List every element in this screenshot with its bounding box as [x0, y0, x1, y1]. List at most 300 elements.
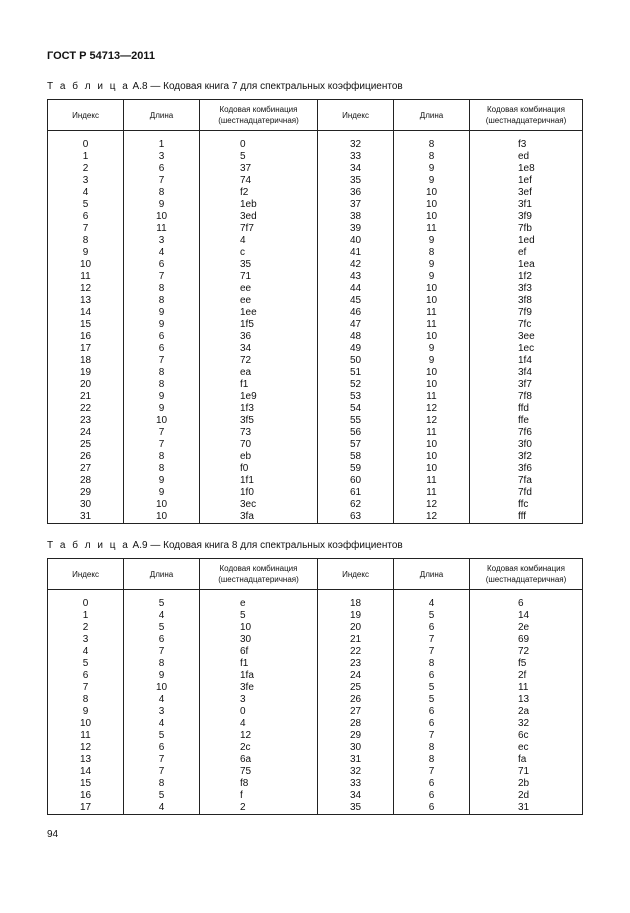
length-cell: 10 — [394, 367, 470, 379]
code-cell: 35 — [200, 259, 318, 271]
index-cell: 12 — [48, 742, 124, 754]
table-row — [48, 439, 583, 451]
table-row — [48, 223, 583, 235]
spacer-row — [48, 590, 583, 599]
code-cell: 2a — [470, 706, 583, 718]
code-cell: 3f0 — [470, 439, 583, 451]
table-row — [48, 163, 583, 175]
length-cell: 12 — [394, 403, 470, 415]
code-cell: ffd — [470, 403, 583, 415]
index-cell: 56 — [318, 427, 394, 439]
table-a9-body — [48, 590, 583, 815]
code-cell: 0 — [200, 706, 318, 718]
index-cell: 17 — [48, 343, 124, 355]
code-cell: 14 — [470, 610, 583, 622]
code-cell: 3ec — [200, 499, 318, 511]
length-cell: 9 — [394, 355, 470, 367]
table-row — [48, 778, 583, 790]
column-header: Длина — [124, 100, 200, 131]
index-cell: 35 — [318, 802, 394, 815]
index-cell: 0 — [48, 598, 124, 610]
code-cell: 1f5 — [200, 319, 318, 331]
index-cell: 53 — [318, 391, 394, 403]
length-cell: 9 — [124, 319, 200, 331]
code-cell: 1fa — [200, 670, 318, 682]
code-cell: 2f — [470, 670, 583, 682]
code-cell: fff — [470, 511, 583, 524]
table-row — [48, 139, 583, 151]
code-cell: 0 — [200, 139, 318, 151]
length-cell: 6 — [394, 670, 470, 682]
code-cell: 1e8 — [470, 163, 583, 175]
index-cell: 59 — [318, 463, 394, 475]
index-cell: 24 — [48, 427, 124, 439]
table-a9 — [47, 558, 583, 815]
length-cell: 4 — [124, 694, 200, 706]
table-row — [48, 463, 583, 475]
table-row — [48, 199, 583, 211]
length-cell: 9 — [124, 391, 200, 403]
length-cell: 6 — [394, 622, 470, 634]
code-cell: 71 — [200, 271, 318, 283]
code-cell: f1 — [200, 379, 318, 391]
code-cell: f5 — [470, 658, 583, 670]
column-header: Длина — [394, 100, 470, 131]
index-cell: 32 — [318, 139, 394, 151]
spacer-cell — [318, 131, 394, 140]
column-header: Длина — [124, 559, 200, 590]
length-cell: 11 — [394, 427, 470, 439]
index-cell: 37 — [318, 199, 394, 211]
index-cell: 46 — [318, 307, 394, 319]
index-cell: 43 — [318, 271, 394, 283]
index-cell: 14 — [48, 766, 124, 778]
caption-text: A.9 — Кодовая книга 8 для спектральных коэффициентов — [129, 540, 403, 551]
column-header: Кодовая комбинация (шестнадцатеричная) — [470, 559, 583, 590]
index-cell: 34 — [318, 163, 394, 175]
index-cell: 11 — [48, 271, 124, 283]
length-cell: 6 — [394, 790, 470, 802]
length-cell: 1 — [124, 139, 200, 151]
length-cell: 7 — [124, 175, 200, 187]
caption-text: A.8 — Кодовая книга 7 для спектральных коэффициентов — [129, 81, 403, 92]
length-cell: 9 — [124, 487, 200, 499]
index-cell: 34 — [318, 790, 394, 802]
index-cell: 41 — [318, 247, 394, 259]
code-cell: 1ec — [470, 343, 583, 355]
spacer-cell — [48, 131, 124, 140]
length-cell: 11 — [124, 223, 200, 235]
table-a8 — [47, 99, 583, 524]
table-row — [48, 706, 583, 718]
table-row — [48, 307, 583, 319]
table-row — [48, 694, 583, 706]
index-cell: 18 — [48, 355, 124, 367]
code-cell: 2b — [470, 778, 583, 790]
index-cell: 63 — [318, 511, 394, 524]
code-cell: 3f3 — [470, 283, 583, 295]
spacer-cell — [48, 590, 124, 599]
index-cell: 27 — [48, 463, 124, 475]
length-cell: 10 — [394, 295, 470, 307]
length-cell: 6 — [394, 802, 470, 815]
index-cell: 32 — [318, 766, 394, 778]
spacer-cell — [200, 131, 318, 140]
table-row — [48, 646, 583, 658]
length-cell: 8 — [394, 742, 470, 754]
index-cell: 27 — [318, 706, 394, 718]
index-cell: 18 — [318, 598, 394, 610]
index-cell: 38 — [318, 211, 394, 223]
code-cell: 3f2 — [470, 451, 583, 463]
index-cell: 28 — [48, 475, 124, 487]
code-cell: fa — [470, 754, 583, 766]
index-cell: 15 — [48, 319, 124, 331]
code-cell: f3 — [470, 139, 583, 151]
length-cell: 6 — [124, 634, 200, 646]
length-cell: 10 — [124, 682, 200, 694]
spacer-cell — [124, 131, 200, 140]
index-cell: 50 — [318, 355, 394, 367]
length-cell: 4 — [124, 802, 200, 815]
caption-prefix: Т а б л и ц а — [47, 81, 130, 92]
table-row — [48, 670, 583, 682]
code-cell: ee — [200, 295, 318, 307]
length-cell: 11 — [394, 487, 470, 499]
length-cell: 5 — [394, 694, 470, 706]
code-cell: e — [200, 598, 318, 610]
code-cell: 1f0 — [200, 487, 318, 499]
index-cell: 35 — [318, 175, 394, 187]
code-cell: 6c — [470, 730, 583, 742]
length-cell: 7 — [394, 730, 470, 742]
table-row — [48, 598, 583, 610]
code-cell: 2c — [200, 742, 318, 754]
index-cell: 4 — [48, 646, 124, 658]
code-cell: 1e9 — [200, 391, 318, 403]
index-cell: 29 — [48, 487, 124, 499]
code-cell: 3fe — [200, 682, 318, 694]
length-cell: 7 — [124, 439, 200, 451]
index-cell: 8 — [48, 235, 124, 247]
length-cell: 7 — [394, 766, 470, 778]
length-cell: 7 — [124, 646, 200, 658]
length-cell: 9 — [394, 175, 470, 187]
spacer-row — [48, 131, 583, 140]
code-cell: 4 — [200, 235, 318, 247]
index-cell: 39 — [318, 223, 394, 235]
length-cell: 5 — [124, 730, 200, 742]
index-cell: 2 — [48, 622, 124, 634]
code-cell: 7fb — [470, 223, 583, 235]
length-cell: 12 — [394, 499, 470, 511]
table-a8-body — [48, 131, 583, 524]
length-cell: 5 — [394, 682, 470, 694]
index-cell: 22 — [318, 646, 394, 658]
index-cell: 7 — [48, 682, 124, 694]
spacer-cell — [394, 131, 470, 140]
index-cell: 19 — [318, 610, 394, 622]
table-row — [48, 403, 583, 415]
length-cell: 7 — [124, 766, 200, 778]
code-cell: 74 — [200, 175, 318, 187]
table-row — [48, 211, 583, 223]
code-cell: 2e — [470, 622, 583, 634]
length-cell: 5 — [394, 610, 470, 622]
index-cell: 33 — [318, 151, 394, 163]
table-row — [48, 499, 583, 511]
code-cell: 3f6 — [470, 463, 583, 475]
table-row — [48, 634, 583, 646]
code-cell: 30 — [200, 634, 318, 646]
code-cell: 3 — [200, 694, 318, 706]
code-cell: 1eb — [200, 199, 318, 211]
index-cell: 55 — [318, 415, 394, 427]
index-cell: 12 — [48, 283, 124, 295]
code-cell: 1ed — [470, 235, 583, 247]
code-cell: 12 — [200, 730, 318, 742]
column-header: Длина — [394, 559, 470, 590]
code-cell: 69 — [470, 634, 583, 646]
length-cell: 6 — [394, 706, 470, 718]
index-cell: 61 — [318, 487, 394, 499]
column-header: Кодовая комбинация (шестнадцатеричная) — [470, 100, 583, 131]
index-cell: 14 — [48, 307, 124, 319]
code-cell: 13 — [470, 694, 583, 706]
table-row — [48, 355, 583, 367]
length-cell: 10 — [124, 499, 200, 511]
index-cell: 6 — [48, 670, 124, 682]
length-cell: 10 — [394, 283, 470, 295]
code-cell: 1f3 — [200, 403, 318, 415]
length-cell: 11 — [394, 475, 470, 487]
column-header: Индекс — [318, 100, 394, 131]
table-row — [48, 187, 583, 199]
length-cell: 6 — [124, 343, 200, 355]
index-cell: 54 — [318, 403, 394, 415]
table-row — [48, 175, 583, 187]
table-row — [48, 610, 583, 622]
index-cell: 23 — [48, 415, 124, 427]
code-cell: ec — [470, 742, 583, 754]
index-cell: 31 — [318, 754, 394, 766]
table-row — [48, 151, 583, 163]
length-cell: 8 — [124, 658, 200, 670]
length-cell: 6 — [124, 331, 200, 343]
length-cell: 9 — [394, 343, 470, 355]
table-row — [48, 331, 583, 343]
length-cell: 8 — [124, 379, 200, 391]
length-cell: 10 — [124, 415, 200, 427]
length-cell: 10 — [124, 511, 200, 524]
code-cell: f8 — [200, 778, 318, 790]
index-cell: 30 — [48, 499, 124, 511]
code-cell: 34 — [200, 343, 318, 355]
length-cell: 10 — [394, 331, 470, 343]
spacer-cell — [200, 590, 318, 599]
length-cell: 10 — [394, 199, 470, 211]
index-cell: 11 — [48, 730, 124, 742]
index-cell: 52 — [318, 379, 394, 391]
index-cell: 42 — [318, 259, 394, 271]
length-cell: 10 — [124, 211, 200, 223]
length-cell: 8 — [124, 451, 200, 463]
page-number: 94 — [47, 829, 59, 840]
code-cell: ffe — [470, 415, 583, 427]
column-header: Кодовая комбинация (шестнадцатеричная) — [200, 100, 318, 131]
length-cell: 9 — [124, 199, 200, 211]
table-row — [48, 295, 583, 307]
code-cell: 1f4 — [470, 355, 583, 367]
table-row — [48, 259, 583, 271]
index-cell: 6 — [48, 211, 124, 223]
index-cell: 30 — [318, 742, 394, 754]
index-cell: 4 — [48, 187, 124, 199]
code-cell: 3f4 — [470, 367, 583, 379]
code-cell: 36 — [200, 331, 318, 343]
spacer-cell — [394, 590, 470, 599]
length-cell: 4 — [124, 247, 200, 259]
code-cell: 7fc — [470, 319, 583, 331]
table-row — [48, 415, 583, 427]
column-header: Индекс — [318, 559, 394, 590]
table-row — [48, 283, 583, 295]
code-cell: 1ee — [200, 307, 318, 319]
code-cell: ee — [200, 283, 318, 295]
length-cell: 9 — [124, 307, 200, 319]
length-cell: 9 — [394, 163, 470, 175]
length-cell: 10 — [394, 463, 470, 475]
length-cell: 4 — [124, 718, 200, 730]
length-cell: 6 — [124, 742, 200, 754]
table-row — [48, 271, 583, 283]
table-row — [48, 730, 583, 742]
table-row — [48, 391, 583, 403]
code-cell: 2d — [470, 790, 583, 802]
length-cell: 9 — [124, 475, 200, 487]
code-cell: 71 — [470, 766, 583, 778]
table-row — [48, 742, 583, 754]
index-cell: 10 — [48, 259, 124, 271]
index-cell: 25 — [48, 439, 124, 451]
column-header: Индекс — [48, 559, 124, 590]
code-cell: 6a — [200, 754, 318, 766]
index-cell: 8 — [48, 694, 124, 706]
index-cell: 20 — [318, 622, 394, 634]
table-row — [48, 754, 583, 766]
index-cell: 19 — [48, 367, 124, 379]
length-cell: 10 — [394, 187, 470, 199]
length-cell: 8 — [124, 778, 200, 790]
code-cell: 7f6 — [470, 427, 583, 439]
length-cell: 8 — [394, 247, 470, 259]
index-cell: 28 — [318, 718, 394, 730]
code-cell: 32 — [470, 718, 583, 730]
length-cell: 8 — [124, 187, 200, 199]
index-cell: 1 — [48, 610, 124, 622]
length-cell: 7 — [394, 646, 470, 658]
code-cell: 7fd — [470, 487, 583, 499]
table-row — [48, 475, 583, 487]
length-cell: 9 — [394, 259, 470, 271]
code-cell: 1f1 — [200, 475, 318, 487]
code-cell: 3ee — [470, 331, 583, 343]
code-cell: 75 — [200, 766, 318, 778]
code-cell: f1 — [200, 658, 318, 670]
code-cell: 37 — [200, 163, 318, 175]
length-cell: 12 — [394, 415, 470, 427]
index-cell: 3 — [48, 175, 124, 187]
code-cell: 3f9 — [470, 211, 583, 223]
length-cell: 4 — [394, 598, 470, 610]
index-cell: 0 — [48, 139, 124, 151]
length-cell: 10 — [394, 211, 470, 223]
table-row — [48, 235, 583, 247]
code-cell: ef — [470, 247, 583, 259]
table-row — [48, 802, 583, 815]
index-cell: 44 — [318, 283, 394, 295]
code-cell: 7f9 — [470, 307, 583, 319]
index-cell: 24 — [318, 670, 394, 682]
table-row — [48, 427, 583, 439]
table-row — [48, 343, 583, 355]
length-cell: 11 — [394, 391, 470, 403]
code-cell: 4 — [200, 718, 318, 730]
index-cell: 5 — [48, 658, 124, 670]
length-cell: 6 — [394, 718, 470, 730]
index-cell: 62 — [318, 499, 394, 511]
table-row — [48, 718, 583, 730]
length-cell: 8 — [124, 283, 200, 295]
length-cell: 9 — [394, 271, 470, 283]
code-cell: 6 — [470, 598, 583, 610]
index-cell: 49 — [318, 343, 394, 355]
index-cell: 20 — [48, 379, 124, 391]
index-cell: 51 — [318, 367, 394, 379]
code-cell: 1f2 — [470, 271, 583, 283]
table-row — [48, 790, 583, 802]
index-cell: 23 — [318, 658, 394, 670]
length-cell: 8 — [394, 658, 470, 670]
code-cell: c — [200, 247, 318, 259]
table-row — [48, 766, 583, 778]
length-cell: 9 — [124, 403, 200, 415]
length-cell: 7 — [124, 754, 200, 766]
code-cell: 7f8 — [470, 391, 583, 403]
index-cell: 13 — [48, 295, 124, 307]
length-cell: 6 — [124, 163, 200, 175]
code-cell: f0 — [200, 463, 318, 475]
code-cell: ed — [470, 151, 583, 163]
code-cell: f — [200, 790, 318, 802]
index-cell: 5 — [48, 199, 124, 211]
code-cell: 7f7 — [200, 223, 318, 235]
length-cell: 3 — [124, 235, 200, 247]
table-row — [48, 367, 583, 379]
length-cell: 7 — [124, 355, 200, 367]
length-cell: 8 — [124, 295, 200, 307]
length-cell: 11 — [394, 319, 470, 331]
length-cell: 8 — [394, 754, 470, 766]
index-cell: 48 — [318, 331, 394, 343]
index-cell: 40 — [318, 235, 394, 247]
table-row — [48, 247, 583, 259]
length-cell: 11 — [394, 223, 470, 235]
index-cell: 60 — [318, 475, 394, 487]
table-row — [48, 319, 583, 331]
table-a9-caption — [47, 540, 403, 551]
index-cell: 25 — [318, 682, 394, 694]
